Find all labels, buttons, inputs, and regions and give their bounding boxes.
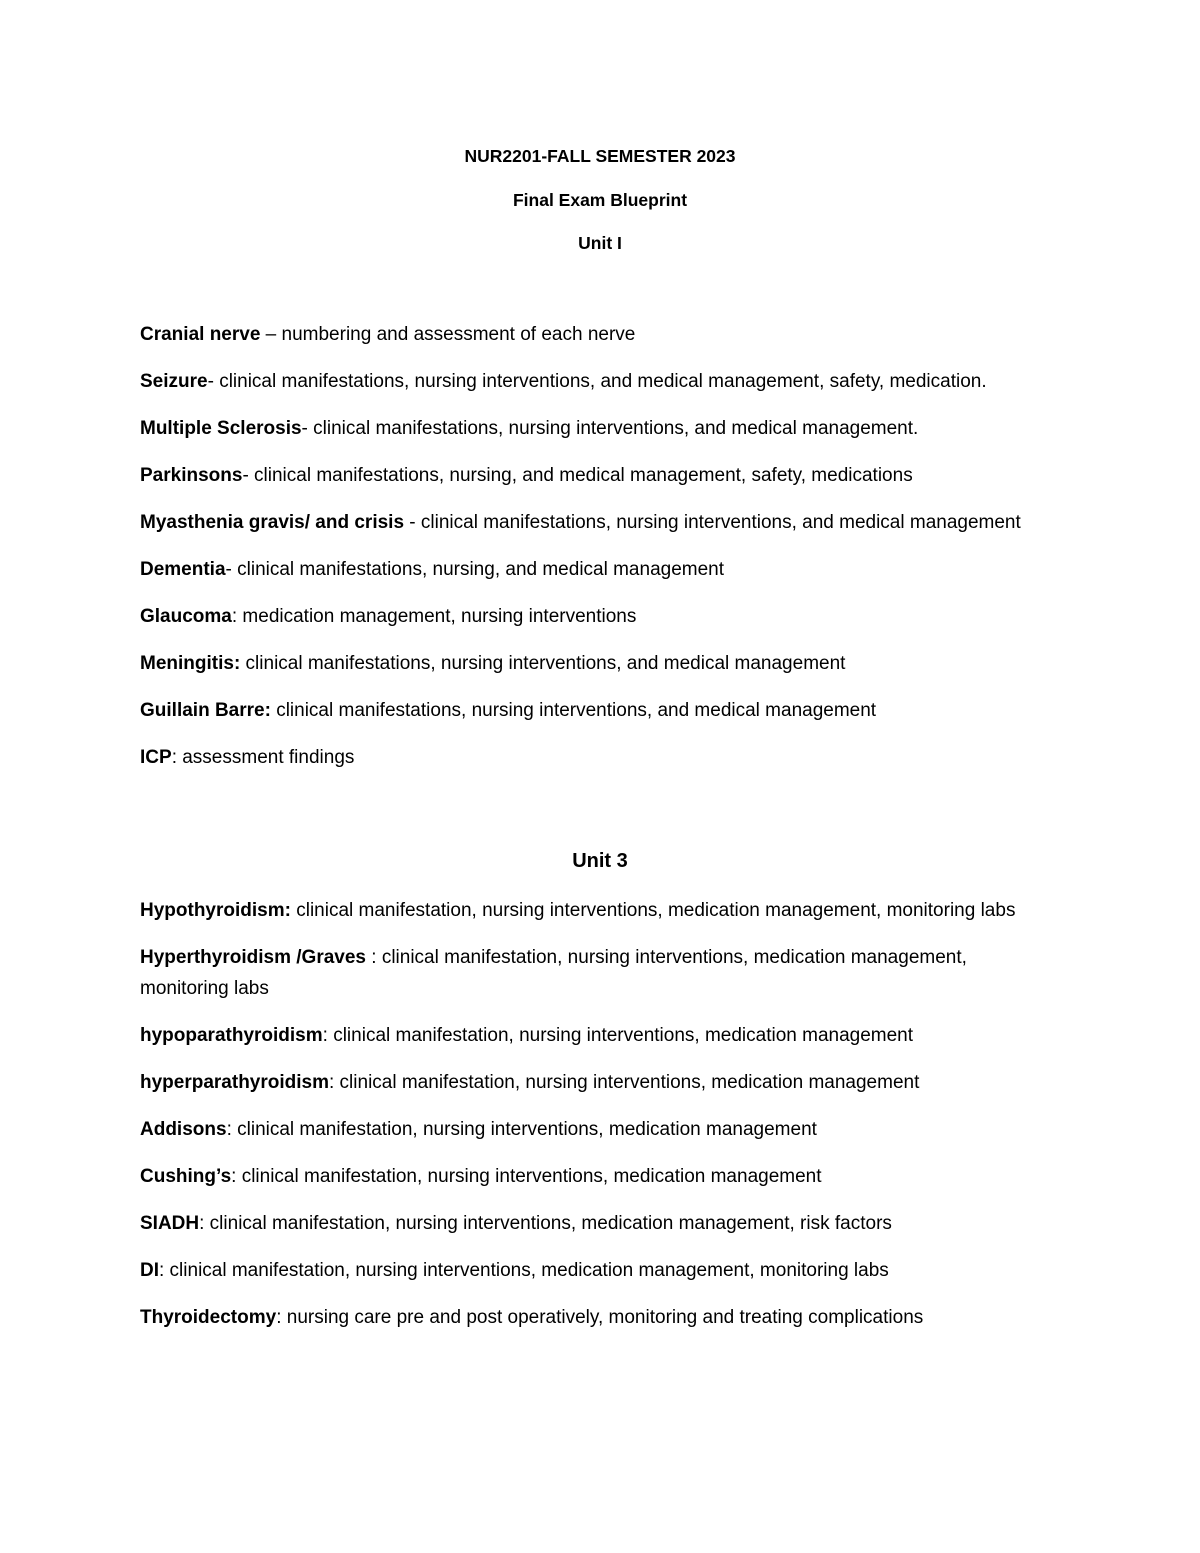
- topic-description: - clinical manifestations, nursing, and medical management, safety, medications: [242, 465, 913, 486]
- topic-term: Thyroidectomy: [140, 1307, 277, 1328]
- topic-item: [140, 1255, 1050, 1286]
- topic-item: [140, 319, 1050, 350]
- topic-item: [140, 648, 1050, 679]
- topic-item: [140, 507, 1050, 538]
- topic-term: hyperparathyroidism: [140, 1072, 329, 1093]
- topic-item: [140, 554, 1050, 585]
- topic-term: Hypothyroidism:: [140, 900, 291, 921]
- unit-1-topic-list: [140, 319, 1050, 789]
- topic-term: hypoparathyroidism: [140, 1025, 323, 1046]
- topic-item: [140, 1020, 1050, 1051]
- topic-description: – numbering and assessment of each nerve: [260, 324, 636, 345]
- unit-3-heading: Unit 3: [572, 850, 628, 872]
- topic-description: clinical manifestations, nursing interventions, and medical management: [240, 653, 846, 674]
- topic-term: Cushing’s: [140, 1166, 232, 1187]
- topic-term: ICP: [140, 747, 172, 768]
- topic-item: [140, 413, 1050, 444]
- topic-term: Hyperthyroidism /Graves: [140, 947, 366, 968]
- topic-item: [140, 895, 1050, 926]
- topic-term: Cranial nerve: [140, 324, 261, 345]
- unit-3-topic-list: [140, 895, 1050, 1349]
- topic-description: - clinical manifestations, nursing interventions, and medical management.: [301, 418, 919, 439]
- topic-term: Guillain Barre:: [140, 700, 271, 721]
- topic-item: [140, 1067, 1050, 1098]
- topic-item: [140, 366, 1050, 397]
- topic-item: [140, 695, 1050, 726]
- topic-term: Multiple Sclerosis: [140, 418, 302, 439]
- course-title: NUR2201-FALL SEMESTER 2023: [464, 146, 736, 166]
- topic-term: Glaucoma: [140, 606, 232, 627]
- topic-description: - clinical manifestations, nursing, and medical management: [225, 559, 725, 580]
- topic-item: [140, 1302, 1050, 1333]
- topic-term: Seizure: [140, 371, 208, 392]
- topic-item: [140, 1114, 1050, 1145]
- topic-term: Dementia: [140, 559, 226, 580]
- topic-description: : clinical manifestation, nursing interventions, medication management: [226, 1119, 817, 1140]
- topic-term: DI: [140, 1260, 159, 1281]
- topic-description: : assessment findings: [171, 747, 355, 768]
- topic-description: - clinical manifestations, nursing interventions, and medical management, safety, medication.: [207, 371, 987, 392]
- topic-term: Myasthenia gravis/ and crisis: [140, 512, 405, 533]
- topic-item: [140, 1208, 1050, 1239]
- topic-term: Addisons: [140, 1119, 227, 1140]
- topic-item: [140, 942, 1050, 1004]
- unit-1-heading: Unit I: [578, 233, 622, 253]
- topic-description: clinical manifestations, nursing interventions, and medical management: [270, 700, 877, 721]
- topic-description: : clinical manifestation, nursing interventions, medication management, monitoring labs: [140, 947, 967, 999]
- topic-description: : nursing care pre and post operatively, monitoring and treating complications: [276, 1307, 924, 1328]
- topic-item: [140, 460, 1050, 491]
- topic-description: : medication management, nursing interventions: [231, 606, 637, 627]
- topic-description: : clinical manifestation, nursing interventions, medication management, risk factors: [199, 1213, 892, 1234]
- topic-item: [140, 742, 1050, 773]
- topic-description: clinical manifestation, nursing interventions, medication management, monitoring labs: [290, 900, 1016, 921]
- topic-description: : clinical manifestation, nursing interventions, medication management: [322, 1025, 914, 1046]
- topic-description: : clinical manifestation, nursing interventions, medication management: [329, 1072, 920, 1093]
- topic-item: [140, 601, 1050, 632]
- topic-term: Meningitis:: [140, 653, 241, 674]
- topic-description: : clinical manifestation, nursing interventions, medication management, monitoring labs: [159, 1260, 889, 1281]
- topic-term: SIADH: [140, 1213, 200, 1234]
- topic-term: Parkinsons: [140, 465, 243, 486]
- topic-item: [140, 1161, 1050, 1192]
- topic-description: - clinical manifestations, nursing interventions, and medical management: [404, 512, 1021, 533]
- document-title: Final Exam Blueprint: [512, 190, 688, 210]
- topic-description: : clinical manifestation, nursing interventions, medication management: [231, 1166, 822, 1187]
